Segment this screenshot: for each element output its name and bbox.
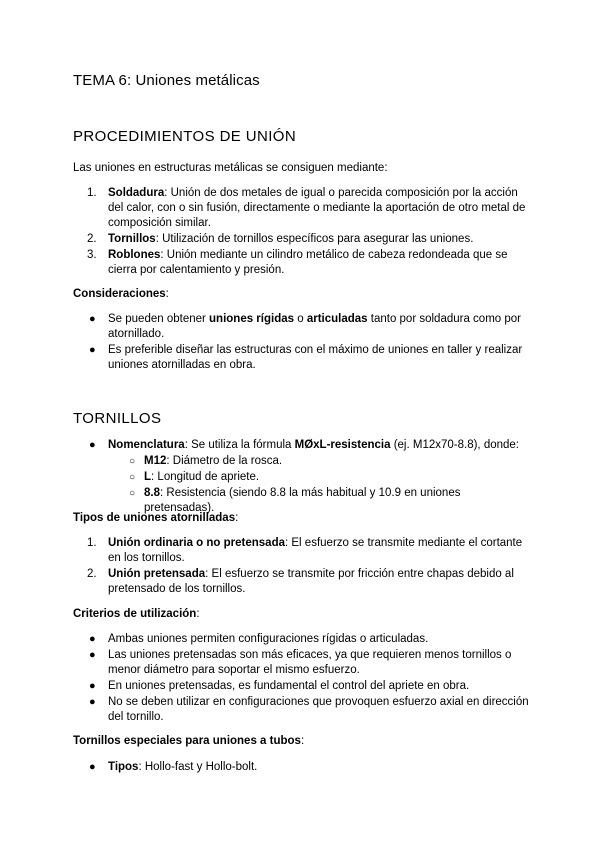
- special-label: Tornillos especiales para uniones a tubos:: [73, 735, 305, 747]
- types-list: [73, 536, 533, 598]
- criteria-list: [73, 632, 533, 726]
- list-item: ● Las uniones pretensadas son más eficaces, ya que requieren menos tornillos o menor diámetro para soportar el mismo esfuerzo.: [89, 649, 512, 676]
- bullet-icon: ●: [89, 344, 96, 356]
- intro-paragraph: Las uniones en estructuras metálicas se consiguen mediante:: [73, 162, 388, 174]
- circle-bullet-icon: ○: [129, 456, 136, 467]
- section-heading-tornillos: TORNILLOS: [73, 410, 162, 427]
- criteria-label: Criterios de utilización:: [73, 608, 200, 620]
- sub-list-item: ○ L: Longitud de apriete.: [129, 471, 260, 483]
- list-item: 1. Unión ordinaria o no pretensada: El esfuerzo se transmite mediante el cortante en los tornillos.: [87, 537, 523, 564]
- nomenclature-list: [73, 438, 533, 517]
- list-item: ● Ambas uniones permiten configuraciones rígidas o articuladas.: [89, 633, 429, 645]
- considerations-label: Consideraciones:: [73, 288, 169, 300]
- list-item: ● No se deben utilizar en configuraciones que provoquen esfuerzo axial en dirección del tornillo.: [89, 696, 529, 723]
- bullet-icon: ●: [89, 649, 96, 661]
- list-item: 1. Soldadura: Unión de dos metales de igual o parecida composición por la acción del calor, con o sin fusión, directamente o mediante la aportación de otro metal de composición similar.: [87, 187, 526, 229]
- bullet-icon: ●: [89, 680, 96, 692]
- section-heading-procedimientos: PROCEDIMIENTOS DE UNIÓN: [73, 128, 297, 145]
- bullet-icon: ●: [89, 439, 96, 451]
- bullet-icon: ●: [89, 696, 96, 708]
- union-methods-list: [73, 186, 533, 279]
- list-item: 3. Roblones: Unión mediante un cilindro metálico de cabeza redondeada que se cierra por calentamiento y presión.: [87, 249, 508, 276]
- sub-list-item: ○ 8.8: Resistencia (siendo 8.8 la más habitual y 10.9 en uniones pretensadas).: [129, 487, 461, 514]
- list-item: ● Nomenclatura: Se utiliza la fórmula MØxL-resistencia (ej. M12x70-8.8), donde:: [89, 439, 519, 451]
- circle-bullet-icon: ○: [129, 472, 136, 483]
- bullet-icon: ●: [89, 761, 96, 773]
- bullet-icon: ●: [89, 633, 96, 645]
- list-item: ● En uniones pretensadas, es fundamental el control del apriete en obra.: [89, 680, 470, 692]
- list-item: ● Es preferible diseñar las estructuras con el máximo de uniones en taller y realizar uniones atornilladas en obra.: [89, 344, 523, 371]
- circle-bullet-icon: ○: [129, 488, 136, 499]
- sub-list-item: ○ M12: Diámetro de la rosca.: [129, 455, 283, 467]
- page-title: TEMA 6: Uniones metálicas: [73, 72, 260, 89]
- list-item: 2. Tornillos: Utilización de tornillos específicos para asegurar las uniones.: [87, 233, 474, 245]
- list-item: ● Tipos: Hollo-fast y Hollo-bolt.: [89, 761, 258, 773]
- special-list: [73, 760, 533, 776]
- types-label: Tipos de uniones atornilladas:: [73, 512, 239, 524]
- bullet-icon: ●: [89, 313, 96, 325]
- considerations-list: [73, 312, 533, 374]
- list-item: ● Se pueden obtener uniones rígidas o articuladas tanto por soldadura como por atornillado.: [89, 313, 521, 340]
- list-item: 2. Unión pretensada: El esfuerzo se transmite por fricción entre chapas debido al pretensado de los tornillos.: [87, 568, 514, 595]
